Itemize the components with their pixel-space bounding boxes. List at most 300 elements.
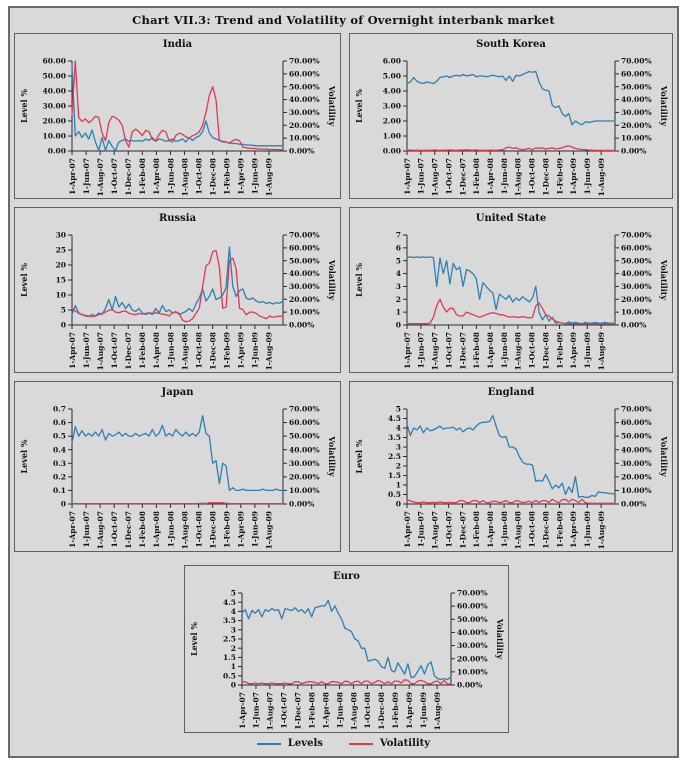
tick-label: 1-Apr-09 (236, 158, 246, 195)
tick-label: 1-Aug-08 (180, 332, 190, 371)
tick-label: 70.00% (457, 588, 488, 598)
tick-label: 1-Jun-09 (583, 157, 593, 195)
tick-label: 60.00% (621, 418, 652, 428)
tick-label: 30.00% (289, 108, 320, 118)
left-axis-ticks (43, 57, 73, 156)
tick-label: 20.00% (621, 294, 652, 304)
tick-label: 1-Dec-07 (124, 511, 134, 549)
tick-label: 1-Oct-07 (279, 692, 289, 729)
tick-label: 1-Jun-08 (499, 332, 509, 369)
tick-label: 1-Feb-08 (472, 511, 482, 548)
tick-label: 30.00% (289, 282, 320, 292)
tick-label: 1-Jun-09 (583, 332, 593, 369)
tick-label: 1-Oct-08 (363, 692, 373, 729)
tick-label: 1-Dec-08 (541, 332, 551, 370)
tick-label: 50.00% (289, 431, 320, 441)
tick-label: 4.00 (382, 86, 401, 96)
tick-label: 50.00% (621, 82, 652, 92)
tick-label: 1-Oct-08 (194, 332, 204, 369)
left-axis-ticks (223, 589, 242, 690)
tick-label: 30 (55, 230, 66, 240)
figure-title: Chart VII.3: Trend and Volatility of Overnight interbank market (132, 13, 555, 27)
right-axis-title: Volatility (327, 259, 337, 301)
tick-label: 20.00% (289, 472, 320, 482)
tick-label: 1-Jun-07 (416, 332, 426, 369)
tick-label: 1-Feb-08 (138, 511, 148, 548)
tick-label: 0.5 (222, 671, 236, 681)
tick-label: 0.1 (52, 486, 66, 496)
tick-label: 30.00 (42, 101, 66, 111)
axes (407, 409, 615, 504)
tick-label: 1-Jun-08 (499, 158, 509, 195)
chart-panel-russia (14, 207, 341, 373)
tick-label: 40.00% (289, 95, 320, 105)
tick-label: 0.00% (621, 146, 647, 156)
tick-label: 1-Oct-08 (527, 332, 537, 369)
tick-label: 1-Feb-09 (222, 511, 232, 548)
tick-label: 1-Jun-08 (166, 332, 176, 369)
right-axis-title: Volatility (495, 618, 505, 660)
tick-label: 0.00 (382, 146, 401, 156)
tick-label: 40.00% (289, 269, 320, 279)
tick-label: 40.00% (621, 269, 652, 279)
chart-panel-india (14, 33, 341, 199)
tick-label: 1-Feb-09 (555, 332, 565, 369)
tick-label: 0.5 (52, 431, 66, 441)
tick-label: 1-Jun-08 (166, 158, 176, 195)
tick-label: 1-Aug-07 (430, 511, 440, 550)
tick-label: 10.00% (289, 307, 320, 317)
tick-label: 30.00% (621, 282, 652, 292)
right-axis-ticks (615, 405, 652, 509)
axes (407, 61, 615, 151)
tick-label: 0.2 (52, 472, 66, 482)
levels-line (72, 416, 283, 491)
tick-label: 1-Aug-09 (596, 158, 606, 197)
tick-label: 2 (395, 294, 401, 304)
chart-plot-south-korea (350, 34, 672, 198)
tick-label: 0.00 (47, 146, 66, 156)
tick-label: 20.00% (457, 654, 488, 664)
tick-label: 1-Jun-07 (416, 511, 426, 548)
tick-label: 5 (395, 404, 401, 414)
left-axis-title: Level % (354, 439, 364, 474)
tick-label: 25 (55, 245, 66, 255)
tick-label: 2.5 (222, 634, 236, 644)
left-axis-title: Level % (19, 263, 29, 297)
tick-label: 1-Dec-08 (541, 158, 551, 196)
volatility-line (72, 503, 283, 504)
tick-label: 2.5 (387, 452, 401, 462)
volatility-line-swatch (349, 743, 373, 745)
chart-plot-england (350, 382, 672, 551)
chart-panel-euro (184, 565, 509, 733)
tick-label: 30.00% (289, 458, 320, 468)
left-axis-ticks (383, 57, 407, 156)
tick-label: 60.00 (42, 56, 66, 66)
tick-label: 1-Oct-07 (110, 511, 119, 548)
chart-panel-england (349, 381, 673, 552)
chart-plot-japan (15, 382, 340, 551)
tick-label: 0.00% (621, 499, 647, 509)
tick-label: 60.00% (621, 243, 652, 253)
tick-label: 1-Aug-09 (264, 158, 274, 197)
chart-title: United State (475, 213, 547, 224)
tick-label: 1-Aug-08 (349, 692, 359, 731)
volatility-line (407, 499, 615, 503)
tick-label: 50.00% (621, 431, 652, 441)
volatility-line (407, 299, 615, 323)
levels-line-swatch (257, 743, 281, 745)
tick-label: 1-Dec-07 (124, 332, 134, 370)
chart-panel-japan (14, 381, 341, 552)
tick-label: 1-Apr-09 (569, 158, 579, 195)
tick-label: 50.00 (42, 71, 66, 81)
tick-label: 60.00% (621, 69, 652, 79)
x-axis-ticks (68, 151, 274, 196)
tick-label: 70.00% (621, 56, 652, 66)
tick-label: 60.00% (289, 69, 320, 79)
tick-label: 1.5 (222, 653, 236, 662)
tick-label: 5.00 (382, 71, 401, 81)
tick-label: 50.00% (289, 256, 320, 266)
left-axis-title: Level % (354, 263, 364, 297)
chart-plot-russia (15, 208, 340, 372)
tick-label: 6.00 (382, 56, 401, 66)
right-axis-title: Volatility (327, 436, 337, 477)
left-axis-title: Level % (19, 439, 29, 474)
x-axis-ticks (403, 325, 606, 370)
tick-label: 1-Aug-07 (95, 511, 105, 550)
tick-label: 1-Dec-07 (458, 332, 468, 370)
tick-label: 1 (395, 480, 401, 490)
tick-label: 20 (55, 260, 66, 270)
tick-label: 1.00 (382, 131, 401, 141)
tick-label: 1 (395, 307, 401, 317)
tick-label: 4.5 (387, 414, 401, 424)
right-axis-ticks (283, 231, 320, 330)
chart-title: India (162, 39, 193, 50)
x-axis-ticks (403, 504, 606, 549)
legend-label: Levels (287, 738, 323, 749)
tick-label: 1-Dec-08 (208, 332, 218, 370)
tick-label: 1-Oct-07 (444, 332, 454, 369)
tick-label: 0 (60, 499, 66, 509)
tick-label: 1-Jun-08 (499, 511, 509, 548)
tick-label: 30.00% (621, 108, 652, 118)
levels-line (407, 257, 615, 324)
tick-label: 20.00% (289, 120, 320, 130)
tick-label: 50.00% (621, 256, 652, 266)
tick-label: 40.00% (457, 628, 488, 638)
chart-panel-south-korea (349, 33, 673, 199)
tick-label: 1-Oct-07 (444, 158, 454, 195)
tick-label: 50.00% (457, 614, 488, 624)
tick-label: 1-Feb-08 (138, 158, 148, 195)
tick-label: 1-Feb-08 (307, 692, 317, 729)
tick-label: 1-Aug-09 (264, 511, 274, 550)
tick-label: 1-Apr-09 (569, 332, 579, 369)
tick-label: 1-Jun-07 (81, 332, 91, 369)
tick-label: 1-Jun-07 (251, 692, 261, 729)
tick-label: 1-Jun-09 (583, 511, 593, 548)
tick-label: 70.00% (621, 230, 652, 240)
tick-label: 70.00% (289, 404, 320, 414)
tick-label: 0.00% (457, 680, 483, 690)
tick-label: 1-Dec-08 (541, 511, 551, 549)
tick-label: 1-Aug-09 (432, 692, 442, 731)
tick-label: 1 (230, 662, 236, 672)
tick-label: 10.00% (289, 486, 320, 496)
axes (242, 593, 451, 685)
tick-label: 2 (230, 643, 236, 653)
tick-label: 0 (60, 320, 66, 330)
x-axis-ticks (238, 685, 442, 730)
tick-label: 20.00% (289, 294, 320, 304)
tick-label: 10.00% (457, 667, 488, 677)
chart-panel-united-state (349, 207, 673, 373)
tick-label: 1-Aug-09 (596, 332, 606, 371)
tick-label: 1-Aug-07 (95, 332, 105, 371)
tick-label: 1-Feb-08 (472, 332, 482, 369)
tick-label: 1-Oct-08 (194, 158, 204, 195)
tick-label: 1-Dec-08 (208, 511, 218, 549)
tick-label: 2 (395, 461, 401, 471)
tick-label: 1-Jun-09 (418, 692, 428, 729)
chart-title: Russia (158, 213, 197, 224)
tick-label: 1-Apr-08 (152, 511, 162, 548)
tick-label: 1-Dec-08 (208, 158, 218, 196)
tick-label: 40.00% (621, 445, 652, 455)
tick-label: 1-Apr-08 (486, 511, 495, 548)
tick-label: 30.00% (621, 458, 652, 468)
tick-label: 40.00 (42, 86, 66, 96)
tick-label: 1-Apr-07 (402, 158, 412, 195)
tick-label: 40.00% (289, 445, 320, 455)
left-axis-ticks (56, 231, 72, 330)
tick-label: 1-Dec-08 (377, 692, 387, 730)
tick-label: 1-Apr-08 (486, 158, 495, 195)
volatility-line (242, 680, 451, 685)
tick-label: 1-Apr-09 (236, 511, 246, 548)
tick-label: 1-Aug-07 (265, 692, 275, 731)
tick-label: 20.00 (42, 116, 66, 126)
tick-label: 1-Apr-08 (486, 332, 495, 369)
tick-label: 10.00 (42, 131, 66, 141)
tick-label: 0.7 (52, 404, 66, 414)
right-axis-ticks (615, 57, 652, 156)
right-axis-ticks (283, 57, 320, 156)
tick-label: 1-Jun-07 (81, 158, 91, 195)
tick-label: 1-Feb-09 (391, 692, 401, 729)
tick-label: 4 (230, 607, 236, 616)
tick-label: 1-Apr-07 (67, 158, 77, 195)
legend-item-levels (257, 738, 323, 749)
tick-label: 5 (60, 305, 66, 315)
tick-label: 1-Jun-08 (335, 692, 345, 729)
volatility-line (72, 61, 283, 150)
legend (0, 738, 687, 749)
right-axis-ticks (615, 231, 652, 330)
tick-label: 1-Apr-07 (402, 511, 412, 548)
chart-plot-india (15, 34, 340, 198)
tick-label: 3.5 (387, 433, 401, 443)
tick-label: 3 (395, 442, 401, 452)
right-axis-title: Volatility (659, 85, 669, 127)
tick-label: 1-Apr-07 (67, 511, 77, 548)
tick-label: 4 (395, 269, 401, 279)
tick-label: 70.00% (621, 404, 652, 414)
right-axis-title: Volatility (659, 436, 669, 477)
chart-title: Euro (333, 571, 360, 582)
tick-label: 3 (230, 625, 236, 635)
axes (407, 235, 615, 325)
tick-label: 7 (395, 230, 401, 240)
tick-label: 60.00% (289, 418, 320, 428)
chart-title: South Korea (476, 39, 546, 50)
x-axis-ticks (68, 504, 274, 549)
tick-label: 6 (395, 243, 401, 253)
tick-label: 60.00% (289, 243, 320, 253)
tick-label: 1-Apr-07 (67, 332, 77, 369)
tick-label: 0 (395, 499, 401, 509)
tick-label: 3.00 (382, 101, 401, 111)
tick-label: 0.00% (289, 499, 315, 509)
tick-label: 1-Jun-09 (250, 511, 260, 548)
tick-label: 1-Oct-08 (527, 511, 537, 548)
tick-label: 1-Feb-08 (138, 332, 148, 369)
tick-label: 1-Oct-07 (110, 332, 119, 369)
tick-label: 20.00% (621, 472, 652, 482)
right-axis-ticks (451, 589, 488, 690)
chart-plot-euro (185, 566, 508, 732)
tick-label: 1-Aug-07 (430, 158, 440, 197)
tick-label: 1-Aug-07 (430, 332, 440, 371)
tick-label: 30.00% (457, 641, 488, 651)
chart-plot-united-state (350, 208, 672, 372)
tick-label: 10 (55, 290, 66, 300)
tick-label: 1-Oct-07 (444, 511, 454, 548)
tick-label: 10.00% (621, 307, 652, 317)
tick-label: 70.00% (289, 230, 320, 240)
tick-label: 5 (230, 588, 236, 598)
tick-label: 10.00% (621, 133, 652, 143)
right-axis-ticks (283, 405, 320, 509)
tick-label: 1-Aug-07 (95, 158, 105, 197)
legend-label: Volatility (379, 738, 431, 749)
tick-label: 1-Dec-07 (458, 158, 468, 196)
tick-label: 1-Feb-09 (222, 332, 232, 369)
tick-label: 1-Jun-07 (416, 158, 426, 195)
tick-label: 1-Feb-09 (222, 158, 232, 195)
tick-label: 1-Oct-08 (527, 158, 537, 195)
tick-label: 1-Jun-09 (250, 158, 260, 195)
x-axis-ticks (403, 151, 606, 196)
tick-label: 1-Dec-07 (124, 158, 134, 196)
tick-label: 5 (395, 256, 401, 266)
right-axis-title: Volatility (327, 85, 337, 127)
left-axis-ticks (396, 231, 407, 330)
tick-label: 1.5 (387, 471, 401, 481)
tick-label: 1-Aug-08 (180, 158, 190, 197)
left-axis-ticks (388, 405, 407, 509)
tick-label: 1-Feb-09 (555, 511, 565, 548)
tick-label: 1-Apr-09 (236, 332, 246, 369)
tick-label: 1-Aug-09 (264, 332, 274, 371)
tick-label: 1-Feb-09 (555, 158, 565, 195)
tick-label: 1-Aug-08 (513, 332, 523, 371)
tick-label: 0.00% (621, 320, 647, 330)
tick-label: 1-Aug-09 (596, 511, 606, 550)
left-axis-title: Level % (19, 89, 29, 123)
levels-line (407, 416, 615, 498)
tick-label: 1-Apr-09 (405, 692, 414, 729)
levels-line (407, 72, 615, 125)
tick-label: 1-Apr-08 (152, 158, 162, 195)
tick-label: 1-Aug-08 (513, 511, 523, 550)
tick-label: 2.00 (382, 116, 401, 126)
tick-label: 0.00% (289, 146, 315, 156)
tick-label: 0 (230, 680, 236, 690)
tick-label: 70.00% (289, 56, 320, 66)
tick-label: 0.5 (387, 490, 401, 500)
chart-title: England (487, 387, 535, 398)
tick-label: 0.3 (52, 458, 66, 468)
levels-line (72, 247, 283, 317)
tick-label: 4.5 (222, 597, 236, 607)
tick-label: 1-Aug-08 (513, 158, 523, 197)
left-axis-title: Level % (354, 89, 364, 123)
tick-label: 0.4 (52, 445, 66, 455)
tick-label: 0 (395, 320, 401, 330)
tick-label: 1-Dec-07 (293, 692, 303, 730)
tick-label: 1-Dec-07 (458, 511, 468, 549)
tick-label: 1-Jun-09 (250, 332, 260, 369)
chart-title: Japan (161, 387, 194, 398)
tick-label: 0.6 (52, 418, 66, 428)
tick-label: 1-Aug-08 (180, 511, 190, 550)
tick-label: 1-Feb-08 (472, 158, 482, 195)
tick-label: 1-Apr-07 (237, 692, 247, 729)
tick-label: 0.00% (289, 320, 315, 330)
tick-label: 3 (395, 282, 401, 292)
right-axis-title: Volatility (659, 259, 669, 301)
tick-label: 1-Jun-07 (81, 511, 91, 548)
tick-label: 4 (395, 423, 401, 433)
legend-item-volatility (349, 738, 430, 749)
tick-label: 50.00% (289, 82, 320, 92)
tick-label: 1-Apr-08 (321, 692, 331, 729)
tick-label: 1-Oct-08 (194, 511, 204, 548)
left-axis-title: Level % (189, 622, 199, 656)
tick-label: 1-Apr-07 (402, 332, 412, 369)
tick-label: 1-Apr-09 (569, 511, 579, 548)
tick-label: 15 (55, 275, 66, 285)
volatility-line (407, 146, 615, 151)
tick-label: 20.00% (621, 120, 652, 130)
tick-label: 1-Oct-07 (110, 158, 119, 195)
tick-label: 1-Apr-08 (152, 332, 162, 369)
tick-label: 60.00% (457, 601, 488, 611)
tick-label: 40.00% (621, 95, 652, 105)
levels-line (242, 600, 451, 679)
tick-label: 10.00% (621, 486, 652, 496)
x-axis-ticks (68, 325, 274, 370)
left-axis-ticks (53, 405, 72, 509)
tick-label: 3.5 (222, 616, 236, 626)
tick-label: 1-Jun-08 (166, 511, 176, 548)
tick-label: 10.00% (289, 133, 320, 143)
